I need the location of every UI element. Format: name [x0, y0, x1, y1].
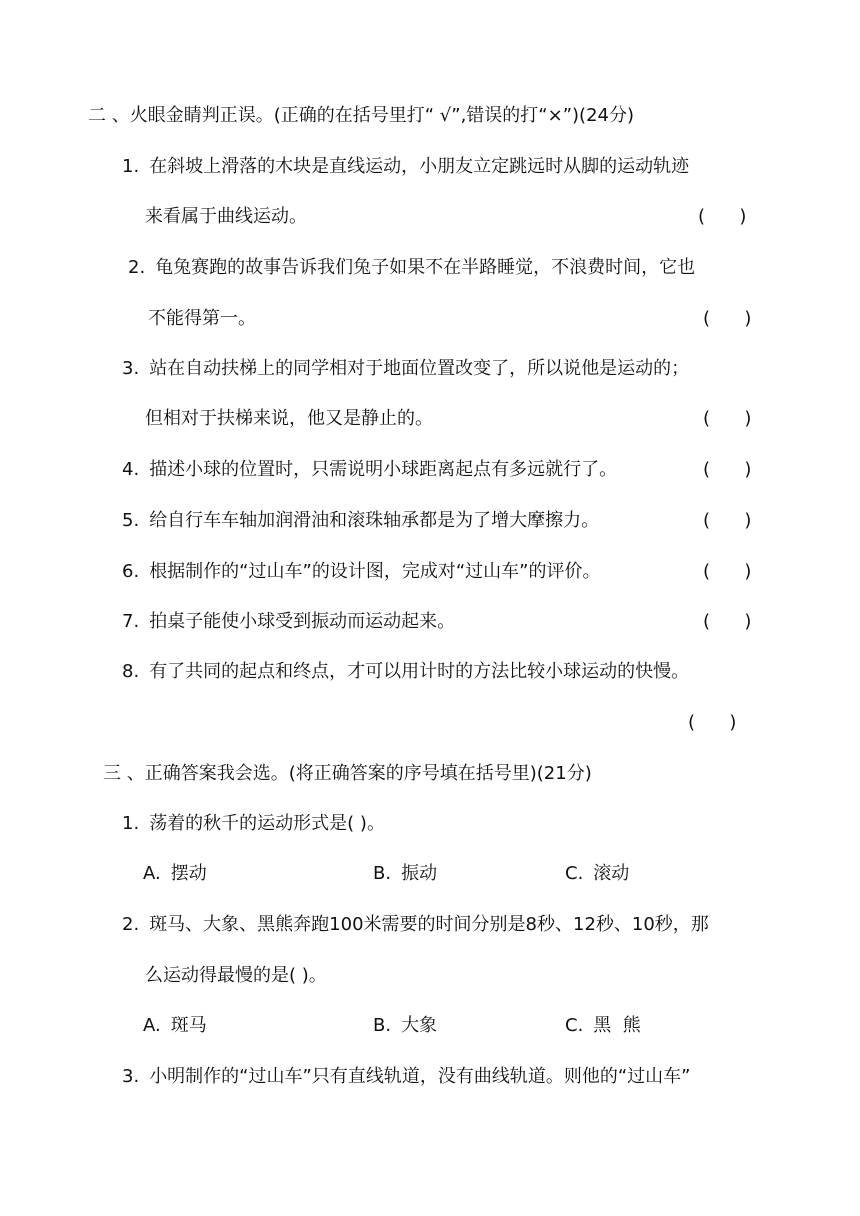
judge-item-1-line2: 来看属于曲线运动。 [145, 206, 307, 227]
option-c [565, 1014, 641, 1038]
item-number: 5. [122, 510, 140, 531]
answer-bracket: ( ) [703, 459, 752, 480]
judge-item-1 [122, 155, 689, 179]
item-text: 根据制作的“过山车”的设计图，完成对“过山车”的评价。 [149, 561, 601, 582]
option-letter: C. [565, 863, 584, 884]
item-text: 描述小球的位置时，只需说明小球距离起点有多远就行了。 [149, 459, 618, 480]
question-text: 荡着的秋千的运动形式是( )。 [149, 813, 385, 834]
question-number: 3. [122, 1066, 140, 1087]
answer-bracket: ( ) [698, 206, 747, 227]
judge-item-4 [122, 458, 617, 482]
answer-bracket: ( ) [703, 408, 752, 429]
answer-bracket: ( ) [703, 510, 752, 531]
choice-question-2 [122, 913, 709, 937]
option-text: 黑 熊 [593, 1015, 641, 1036]
option-letter: A. [143, 1015, 161, 1036]
answer-bracket: ( ) [688, 712, 737, 733]
judge-item-5 [122, 509, 599, 533]
judge-item-7 [122, 610, 455, 634]
question-text: 斑马、大象、黑熊奔跑100米需要的时间分别是8秒、12秒、10秒，那 [149, 914, 709, 935]
option-letter: A. [143, 863, 161, 884]
choice-question-3 [122, 1065, 691, 1089]
item-text: 给自行车车轴加润滑油和滚珠轴承都是为了增大摩擦力。 [149, 510, 600, 531]
item-text: 在斜坡上滑落的木块是直线运动，小朋友立定跳远时从脚的运动轨迹 [149, 156, 690, 177]
judge-item-8 [122, 660, 689, 684]
question-number: 2. [122, 914, 140, 935]
item-number: 3. [122, 358, 140, 379]
option-a [143, 862, 207, 886]
item-number: 8. [122, 661, 140, 682]
item-text: 有了共同的起点和终点，才可以用计时的方法比较小球运动的快慢。 [149, 661, 690, 682]
answer-bracket: ( ) [703, 611, 752, 632]
item-number: 2. [128, 257, 146, 278]
item-text: 站在自动扶梯上的同学相对于地面位置改变了，所以说他是运动的； [149, 358, 690, 379]
question-number: 1. [122, 813, 140, 834]
choice-question-2-line2: 么运动得最慢的是( )。 [145, 965, 327, 986]
question-text: 小明制作的“过山车”只有直线轨道，没有曲线轨道。则他的“过山车” [149, 1066, 691, 1087]
option-letter: B. [373, 863, 392, 884]
judge-item-6 [122, 560, 601, 584]
judge-item-3-line2: 但相对于扶梯来说，他又是静止的。 [145, 408, 433, 429]
option-text: 大象 [401, 1015, 438, 1036]
option-c [565, 862, 629, 886]
option-letter: B. [373, 1015, 392, 1036]
answer-bracket: ( ) [703, 561, 752, 582]
answer-bracket: ( ) [703, 308, 752, 329]
item-number: 6. [122, 561, 140, 582]
option-b [373, 1014, 437, 1038]
item-number: 1. [122, 156, 140, 177]
section-2-title: 二 、火眼金睛判正误。(正确的在括号里打“ √”,错误的打“×”)(24分) [88, 105, 635, 126]
item-number: 7. [122, 611, 140, 632]
choice-question-1 [122, 812, 385, 836]
option-text: 摆动 [170, 863, 207, 884]
item-text: 龟兔赛跑的故事告诉我们兔子如果不在半路睡觉，不浪费时间，它也 [155, 257, 696, 278]
option-b [373, 862, 437, 886]
option-a [143, 1014, 207, 1038]
judge-item-3 [122, 357, 689, 381]
judge-item-2 [128, 256, 695, 280]
item-text: 拍桌子能使小球受到振动而运动起来。 [149, 611, 456, 632]
section-3-title: 三 、正确答案我会选。(将正确答案的序号填在括号里)(21分) [103, 763, 592, 784]
option-text: 斑马 [170, 1015, 207, 1036]
option-letter: C. [565, 1015, 584, 1036]
item-number: 4. [122, 459, 140, 480]
judge-item-2-line2: 不能得第一。 [148, 308, 256, 329]
option-text: 滚动 [593, 863, 630, 884]
option-text: 振动 [401, 863, 438, 884]
